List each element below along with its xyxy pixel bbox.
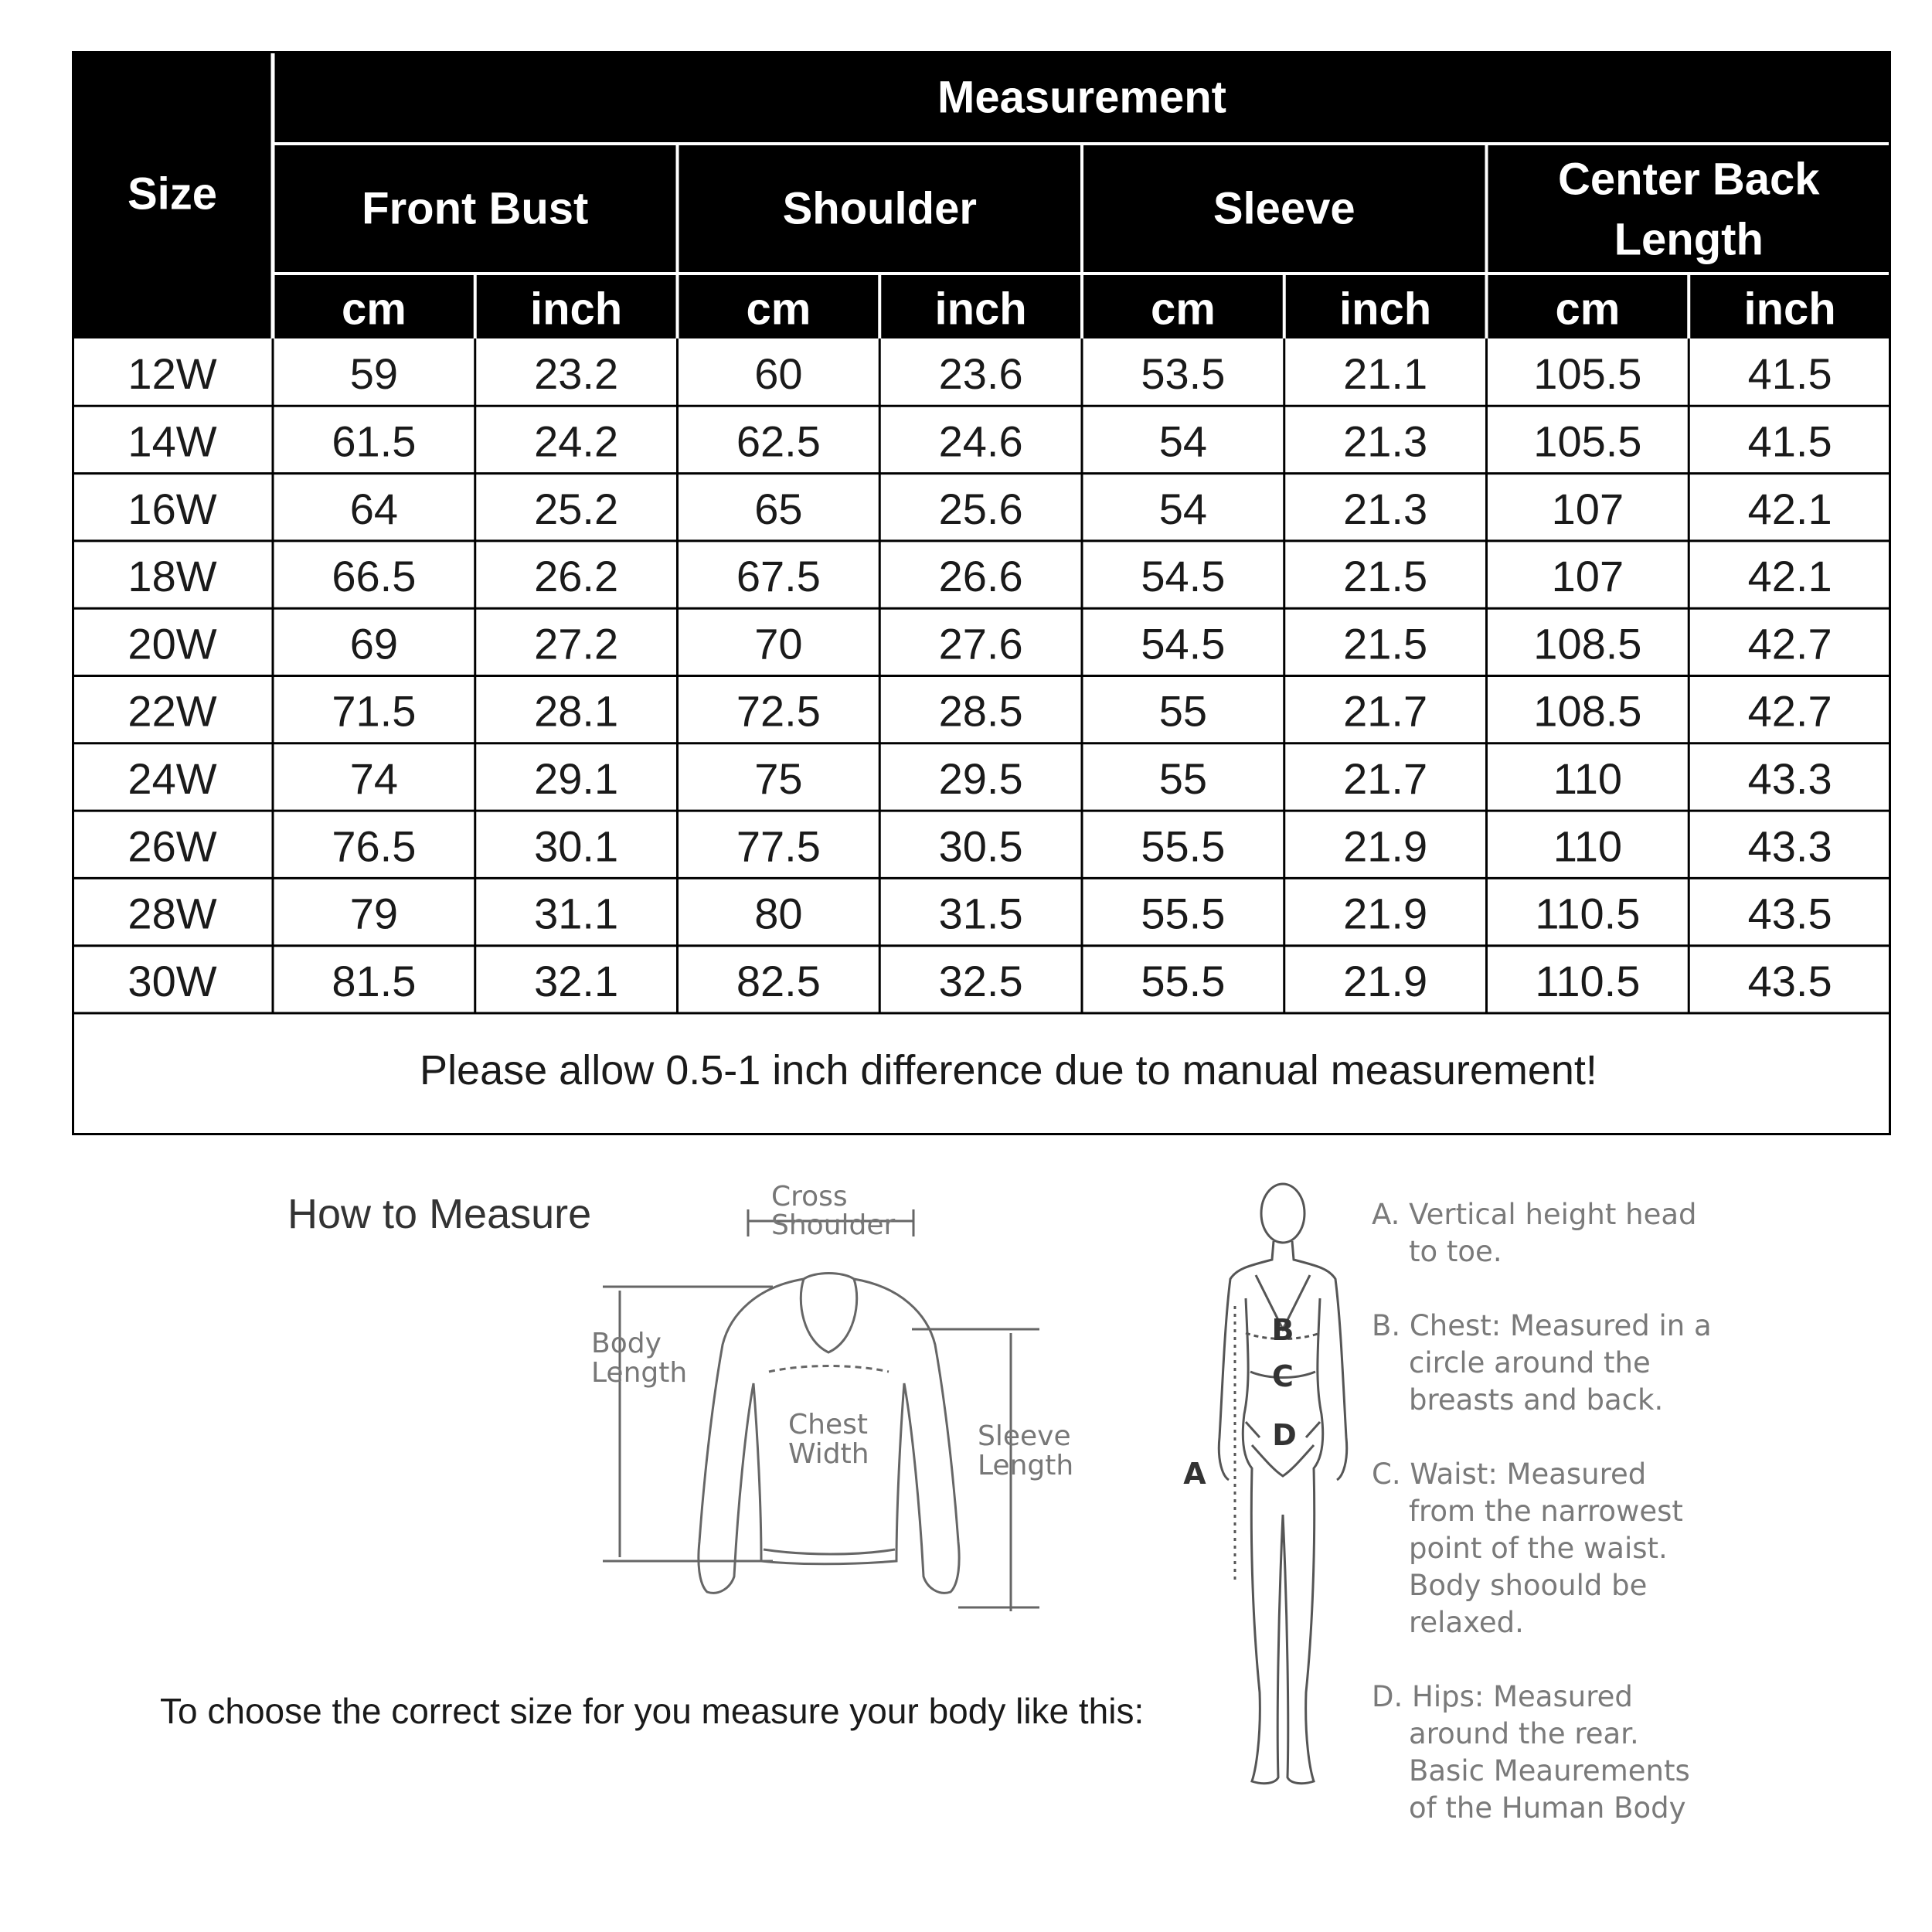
value-cell: 105.5 [1533, 349, 1642, 399]
note-vertical-height: A. Vertical height head to toe. [1372, 1198, 1697, 1268]
value-cell: 21.1 [1343, 349, 1428, 399]
unit-header: inch [530, 284, 623, 335]
size-cell: 20W [128, 619, 217, 668]
value-cell: 25.2 [534, 484, 619, 533]
sleeve-length-label-2: Length [978, 1450, 1074, 1481]
group-header: Front Bust [362, 183, 589, 234]
size-cell: 14W [128, 417, 217, 466]
table-note: Please allow 0.5-1 inch difference due to manual measurement! [420, 1047, 1597, 1094]
value-cell: 21.7 [1343, 753, 1428, 803]
value-cell: 70 [754, 619, 803, 668]
body-figure-diagram [1175, 1182, 1376, 1816]
value-cell: 30.1 [534, 821, 619, 871]
value-cell: 41.5 [1747, 417, 1832, 466]
value-cell: 62.5 [736, 417, 821, 466]
value-cell: 65 [754, 484, 803, 533]
value-cell: 53.5 [1141, 349, 1226, 399]
size-cell: 12W [128, 349, 217, 399]
value-cell: 71.5 [332, 686, 417, 736]
cross-shoulder-label-2: Shoulder [771, 1209, 896, 1241]
note-chest: B. Chest: Measured in a circle around the breasts and back. [1372, 1309, 1712, 1417]
sweater-diagram [572, 1179, 1097, 1611]
value-cell: 31.5 [938, 889, 1023, 938]
value-cell: 54 [1158, 417, 1208, 466]
value-cell: 42.1 [1747, 484, 1832, 533]
group-header: Length [1614, 214, 1764, 265]
chest-width-label-2: Width [788, 1438, 869, 1470]
body-outline [1219, 1184, 1346, 1784]
value-cell: 27.6 [938, 619, 1023, 668]
value-cell: 55 [1158, 686, 1208, 736]
size-cell: 28W [128, 889, 217, 938]
value-cell: 54 [1158, 484, 1208, 533]
value-cell: 21.9 [1343, 956, 1428, 1005]
value-cell: 110 [1553, 753, 1623, 803]
size-cell: 16W [128, 484, 217, 533]
value-cell: 82.5 [736, 956, 821, 1005]
value-cell: 32.5 [938, 956, 1023, 1005]
size-cell: 26W [128, 821, 217, 871]
value-cell: 55 [1158, 753, 1208, 803]
marker-a: A [1183, 1457, 1206, 1491]
value-cell: 74 [349, 753, 399, 803]
value-cell: 42.7 [1747, 686, 1832, 736]
size-cell: 30W [128, 956, 217, 1005]
value-cell: 79 [349, 889, 399, 938]
value-cell: 59 [349, 349, 399, 399]
value-cell: 21.5 [1343, 552, 1428, 601]
value-cell: 43.3 [1747, 821, 1832, 871]
value-cell: 110.5 [1535, 956, 1641, 1005]
marker-b: B [1271, 1313, 1294, 1347]
unit-header: cm [1150, 284, 1216, 335]
value-cell: 55.5 [1141, 821, 1226, 871]
value-cell: 42.7 [1747, 619, 1832, 668]
value-cell: 41.5 [1747, 349, 1832, 399]
value-cell: 43.3 [1747, 753, 1832, 803]
value-cell: 29.1 [534, 753, 619, 803]
value-cell: 24.2 [534, 417, 619, 466]
value-cell: 21.5 [1343, 619, 1428, 668]
note-hips: D. Hips: Measured around the rear. Basic Meaurements of the Human Body [1372, 1680, 1690, 1825]
value-cell: 105.5 [1533, 417, 1642, 466]
value-cell: 21.3 [1343, 417, 1428, 466]
value-cell: 67.5 [736, 552, 821, 601]
sleeve-length-label-1: Sleeve [978, 1420, 1071, 1452]
value-cell: 23.2 [534, 349, 619, 399]
value-cell: 26.2 [534, 552, 619, 601]
value-cell: 27.2 [534, 619, 619, 668]
value-cell: 24.6 [938, 417, 1023, 466]
value-cell: 107 [1551, 484, 1624, 533]
value-cell: 43.5 [1747, 889, 1832, 938]
value-cell: 75 [754, 753, 803, 803]
value-cell: 30.5 [938, 821, 1023, 871]
group-header: Center Back [1558, 154, 1820, 205]
value-cell: 55.5 [1141, 956, 1226, 1005]
value-cell: 42.1 [1747, 552, 1832, 601]
value-cell: 43.5 [1747, 956, 1832, 1005]
value-cell: 32.1 [534, 956, 619, 1005]
value-cell: 21.9 [1343, 821, 1428, 871]
value-cell: 54.5 [1141, 552, 1226, 601]
size-cell: 18W [128, 552, 217, 601]
how-to-measure-instructions: To choose the correct size for you measure your body like this: [160, 1691, 1145, 1731]
measurement-notes [1372, 1196, 1712, 1864]
cross-shoulder-label-1: Cross [771, 1181, 848, 1213]
value-cell: 61.5 [332, 417, 417, 466]
marker-d: D [1272, 1418, 1297, 1452]
chest-width-label-1: Chest [788, 1409, 868, 1440]
value-cell: 21.9 [1343, 889, 1428, 938]
group-header: Sleeve [1213, 183, 1355, 234]
value-cell: 77.5 [736, 821, 821, 871]
size-cell: 24W [128, 753, 217, 803]
value-cell: 31.1 [534, 889, 619, 938]
value-cell: 69 [349, 619, 399, 668]
value-cell: 66.5 [332, 552, 417, 601]
value-cell: 64 [349, 484, 399, 533]
body-length-label-1: Body [591, 1328, 662, 1359]
note-waist: C. Waist: Measured from the narrowest point of the waist. Body shoould be relaxed. [1372, 1458, 1683, 1639]
value-cell: 21.7 [1343, 686, 1428, 736]
value-cell: 25.6 [938, 484, 1023, 533]
measurement-header: Measurement [937, 72, 1226, 123]
value-cell: 72.5 [736, 686, 821, 736]
value-cell: 23.6 [938, 349, 1023, 399]
marker-c: C [1272, 1359, 1294, 1393]
value-cell: 29.5 [938, 753, 1023, 803]
value-cell: 107 [1551, 552, 1624, 601]
value-cell: 26.6 [938, 552, 1023, 601]
size-cell: 22W [128, 686, 217, 736]
value-cell: 55.5 [1141, 889, 1226, 938]
size-header: Size [127, 168, 218, 219]
value-cell: 21.3 [1343, 484, 1428, 533]
unit-header: inch [1339, 284, 1432, 335]
unit-header: cm [746, 284, 811, 335]
value-cell: 108.5 [1533, 686, 1642, 736]
unit-header: inch [934, 284, 1027, 335]
value-cell: 60 [754, 349, 803, 399]
value-cell: 80 [754, 889, 803, 938]
value-cell: 76.5 [332, 821, 417, 871]
value-cell: 54.5 [1141, 619, 1226, 668]
body-length-label-2: Length [591, 1357, 688, 1389]
unit-header: inch [1743, 284, 1836, 335]
unit-header: cm [341, 284, 406, 335]
unit-header: cm [1555, 284, 1621, 335]
value-cell: 110 [1553, 821, 1623, 871]
size-chart-table [72, 51, 1891, 1135]
how-to-measure-title: How to Measure [287, 1191, 592, 1237]
value-cell: 110.5 [1535, 889, 1641, 938]
group-header: Shoulder [782, 183, 977, 234]
value-cell: 108.5 [1533, 619, 1642, 668]
value-cell: 28.1 [534, 686, 619, 736]
value-cell: 81.5 [332, 956, 417, 1005]
value-cell: 28.5 [938, 686, 1023, 736]
